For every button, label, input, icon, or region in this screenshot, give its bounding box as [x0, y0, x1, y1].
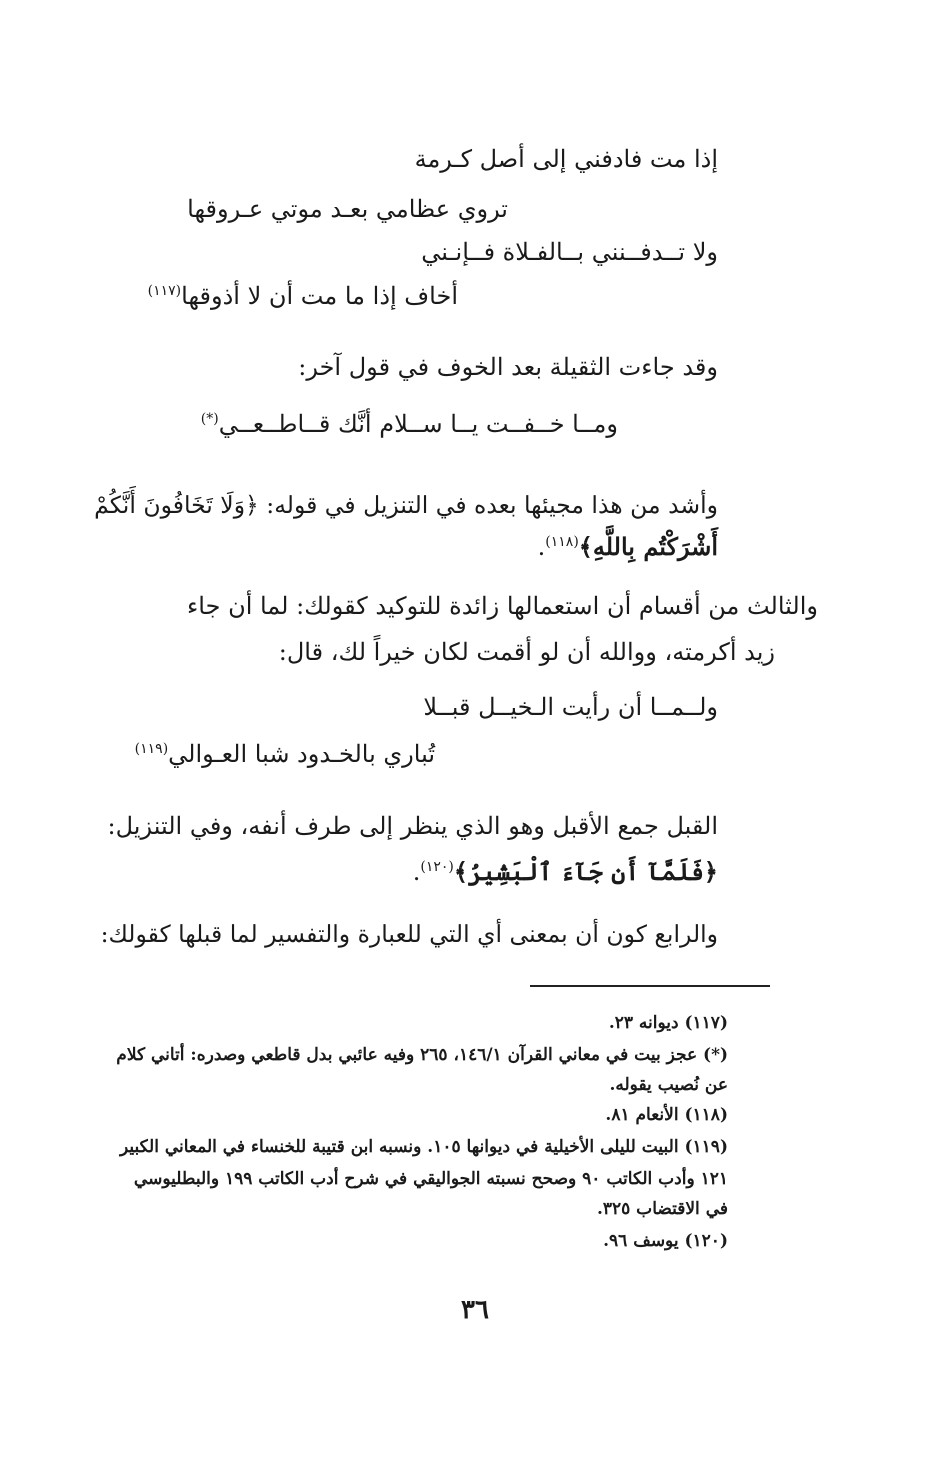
page-number: ٣٦	[461, 1295, 489, 1325]
para3-period: .	[537, 533, 546, 561]
footnote-ref-118: (١١٨)	[545, 534, 579, 550]
para4-line2: زيد أكرمته، ووالله أن لو أقمت لكان خيراً لك، قال:	[278, 638, 775, 666]
footnote-star-line1: (*) عجز بيت في معاني القرآن ١٤٦/١، ٢٦٥ وفيه عائبي بدل قاطعي وصدره: أتاني كلام	[116, 1045, 728, 1065]
verse2-text: ومــا خــفــت يــا ســلام أنَّك قــاطــعــي	[218, 410, 618, 438]
footnote-separator	[530, 985, 770, 987]
footnote-ref-120: (١٢٠)	[420, 859, 454, 875]
poem1-line3: ولا تــدفــنني بــالفـلاة فــإنـني	[421, 238, 718, 266]
para6-line2	[413, 857, 718, 886]
para7-line: والرابع كون أن بمعنى أي التي للعبارة والتفسير لما قبلها كقولك:	[100, 920, 718, 948]
poem1-line4-text: أخاف إذا ما مت أن لا أذوقها	[181, 282, 458, 310]
footnote-118: (١١٨) الأنعام ٨١.	[605, 1105, 728, 1125]
footnote-119-line2: ١٢١ وأدب الكاتب ٩٠ وصحح نسبته الجواليقي في شرح أدب الكاتب ١٩٩ والبطليوسي	[133, 1169, 728, 1189]
quran-quote-anam: أَشْرَكْتُم بِاللَّهِ﴾	[578, 532, 718, 561]
poem1-line2: تروي عظامي بعـد موتي عـروقها	[187, 195, 508, 223]
footnote-119-line3: في الاقتضاب ٣٢٥.	[596, 1199, 728, 1219]
para3-line1: وأشد من هذا مجيئها بعده في التنزيل في قوله: ﴿وَلَا تَخَافُونَ أَنَّكُمْ	[94, 491, 718, 519]
poem1-line1: إذا مت فادفني إلى أصل كـرمة	[414, 145, 718, 173]
para4-line1: والثالث من أقسام أن استعمالها زائدة للتوكيد كقولك: لما أن جاء	[187, 592, 818, 620]
poem5-line2	[135, 740, 435, 768]
quran-quote-yusuf: ﴿فَلَمَّآ أَن جَآءَ ٱلْبَشِيرُ﴾	[453, 857, 718, 886]
footnote-ref-119: (١١٩)	[134, 741, 169, 757]
poem5-line1: ولــمــا أن رأيت الـخيــل قبــلا	[423, 693, 718, 721]
footnote-ref-star: (*)	[200, 411, 219, 427]
footnote-117: (١١٧) ديوانه ٢٣.	[608, 1013, 728, 1033]
verse2-line	[201, 410, 618, 438]
footnote-star-line2: عن نُصيب يقوله.	[609, 1075, 728, 1095]
poem5-line2-text: تُباري بالخـدود شبا العـوالي	[168, 740, 435, 768]
intro-line: وقد جاءت الثقيلة بعد الخوف في قول آخر:	[298, 353, 718, 381]
para3-line2	[538, 532, 718, 561]
poem1-line4	[148, 282, 458, 310]
para6-line1: القبل جمع الأقبل وهو الذي ينظر إلى طرف أنفه، وفي التنزيل:	[107, 812, 718, 840]
footnote-120: (١٢٠) يوسف ٩٦.	[603, 1231, 728, 1251]
footnote-ref-117: (١١٧)	[147, 283, 182, 299]
para6-period: .	[412, 858, 421, 886]
footnote-119-line1: (١١٩) البيت لليلى الأخيلية في ديوانها ١٠٥. ونسبه ابن قتيبة للخنساء في المعاني الكبير	[119, 1137, 728, 1157]
